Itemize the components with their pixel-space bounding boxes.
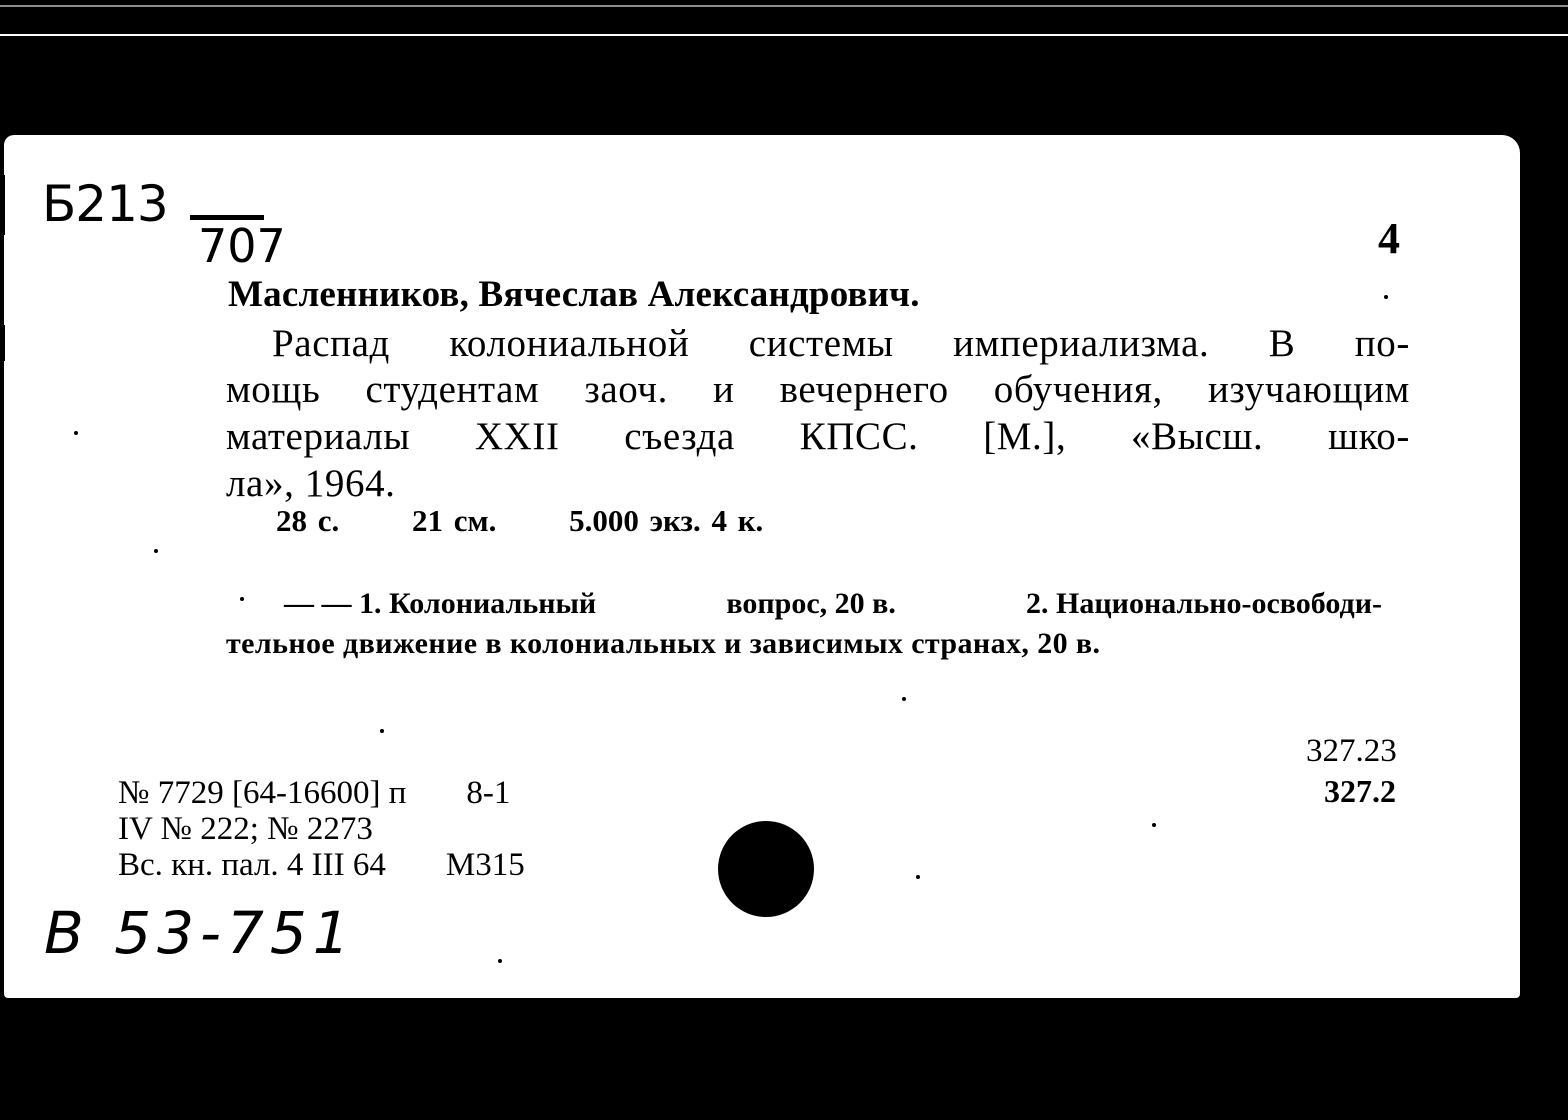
word: XXII (474, 415, 560, 458)
scan-rule (0, 34, 1568, 36)
scan-speck (916, 875, 920, 879)
scan-speck (902, 697, 906, 701)
word: шко- (1328, 415, 1410, 458)
scan-edge-mark (2, 175, 5, 235)
print-run: 5.000 экз. 4 к. (569, 503, 764, 538)
word: по- (1354, 322, 1410, 365)
word: съезда (624, 415, 735, 458)
word: мощь (226, 368, 321, 411)
word: обучения, (993, 368, 1163, 411)
subject-part: вопрос, 20 в. (726, 587, 896, 620)
title-line-2 (226, 367, 1410, 412)
scan-speck (380, 729, 384, 733)
pages: 28 с. (276, 503, 340, 538)
word: [М.], (983, 415, 1067, 458)
word: «Высш. (1131, 415, 1264, 458)
shelfmark-bottom: 707 (198, 219, 286, 273)
scan-speck (154, 549, 158, 553)
scan-speck (240, 597, 244, 601)
classification-secondary: 327.2 (1324, 773, 1396, 809)
word: В (1268, 322, 1296, 365)
scan-edge-mark (2, 325, 5, 361)
word: изучающим (1207, 368, 1410, 411)
title-line-1 (272, 321, 1410, 366)
publisher-line-3 (118, 847, 525, 884)
catalog-card (4, 135, 1520, 998)
inventory-number: В 53-751 (44, 899, 356, 967)
scan-speck (1152, 823, 1156, 827)
chamber-date: Вс. кн. пал. 4 III 64 (118, 847, 386, 883)
physical-description (276, 503, 825, 539)
subject-part: — — 1. Колониальный (284, 587, 597, 620)
word: студентам (365, 368, 540, 411)
card-number: 4 (1378, 214, 1400, 263)
publisher-line-2: IV № 222; № 2273 (118, 811, 373, 847)
classification-primary: 327.23 (1306, 733, 1397, 769)
word: материалы (226, 415, 411, 458)
word: КПСС. (799, 415, 919, 458)
order-number: № 7729 [64-16600] п (118, 775, 407, 811)
word: заоч. (584, 368, 668, 411)
size: 21 см. (412, 503, 497, 538)
title-line-3 (226, 414, 1410, 459)
author-heading: Масленников, Вячеслав Александрович. (228, 274, 920, 315)
scan-speck (498, 959, 502, 963)
word: Распад (272, 322, 390, 365)
word: и (713, 368, 735, 411)
word: вечернего (779, 368, 949, 411)
card-punch-hole (718, 821, 814, 917)
word: системы (748, 322, 894, 365)
word: империализма. (953, 322, 1210, 365)
scan-speck (74, 431, 78, 435)
print-code: 8-1 (466, 775, 511, 811)
title-line-4: ла», 1964. (226, 462, 396, 505)
subject-part: 2. Национально-освободи- (1026, 587, 1382, 620)
word: колониальной (449, 322, 690, 365)
publisher-line-1 (118, 775, 510, 812)
chamber-code: М315 (445, 847, 525, 883)
scan-rule-top (0, 5, 1568, 7)
shelfmark-top: Б213 (42, 175, 168, 233)
subject-headings-line-1 (284, 587, 1382, 621)
subject-headings-line-2: тельное движение в колониальных и зависимых странах, 20 в. (226, 627, 1101, 660)
scan-speck (1384, 295, 1388, 299)
